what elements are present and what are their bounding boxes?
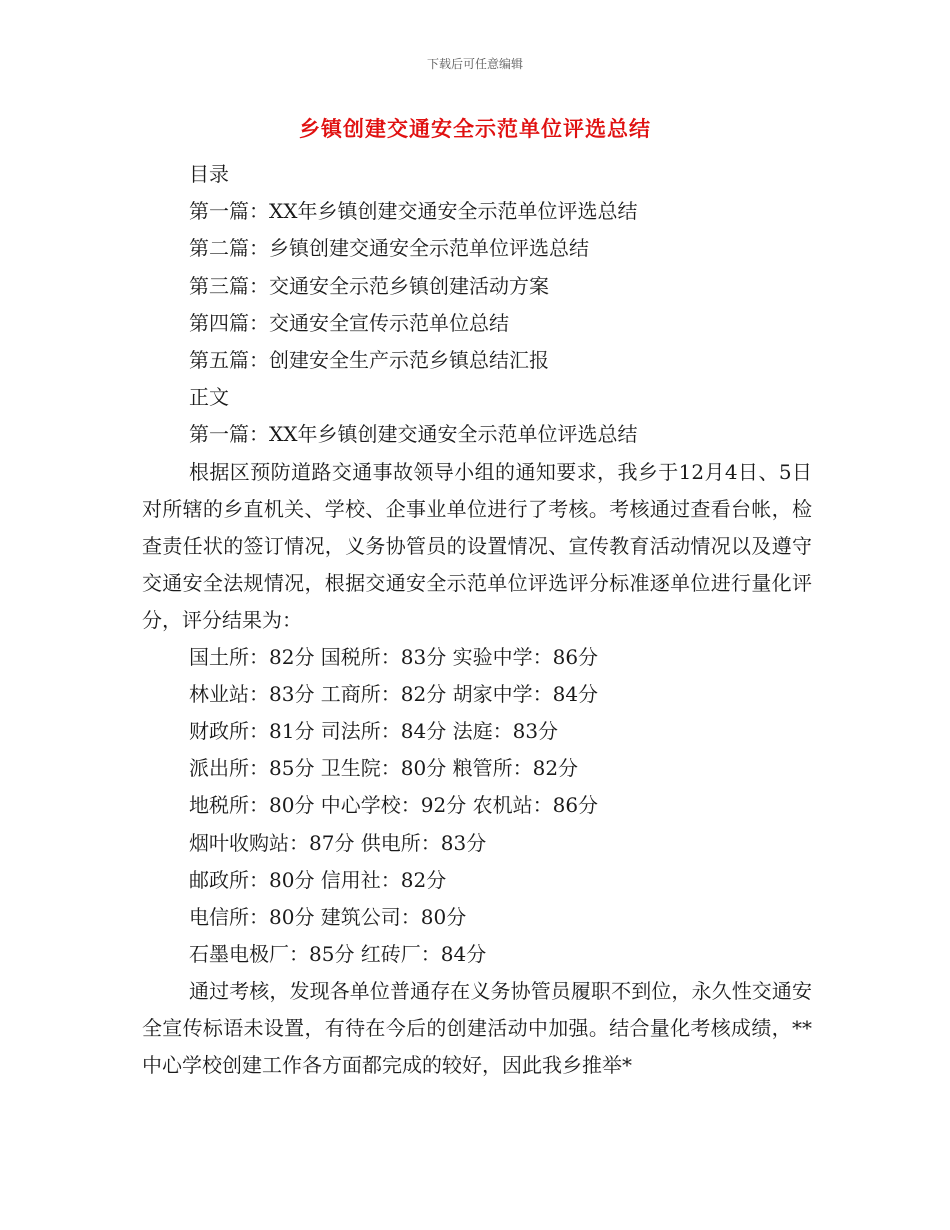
toc-heading: 目录: [189, 162, 229, 186]
document-body: [142, 156, 812, 1084]
score-line: 石墨电极厂：85分 红砖厂：84分: [189, 942, 487, 967]
score-line: 国土所：82分 国税所：83分 实验中学：86分: [189, 644, 599, 669]
toc-item: 第三篇：交通安全示范乡镇创建活动方案: [189, 273, 549, 298]
toc-item: 第五篇：创建安全生产示范乡镇总结汇报: [189, 348, 549, 373]
header-note: 下载后可任意编辑: [426, 57, 523, 71]
body-heading: 正文: [189, 385, 229, 410]
score-line: 地税所：80分 中心学校：92分 农机站：86分: [189, 793, 599, 818]
toc-item: 第二篇：乡镇创建交通安全示范单位评选总结: [189, 236, 589, 261]
paragraph-intro: 根据区预防道路交通事故领导小组的通知要求，我乡于12月4日、5日对所辖的乡直机关、学校、企事业单位进行了考核。考核通过查看台帐，检查责任状的签订情况，义务协管员的设置情况、宣传教育活动情况以及遵守交通安全法规情况，根据交通安全示范单位评选评分标准逐单位进行量化评分，评分结果为：: [142, 459, 812, 632]
score-line: 邮政所：80分 信用社：82分: [189, 867, 447, 892]
toc-item: 第一篇：XX年乡镇创建交通安全示范单位评选总结: [189, 199, 638, 224]
paragraph-conclusion: 通过考核，发现各单位普通存在义务协管员履职不到位，永久性交通安全宣传标语未设置，有待在今后的创建活动中加强。结合量化考核成绩，**中心学校创建工作各方面都完成的较好，因此我乡推举*: [142, 979, 812, 1078]
toc-item: 第四篇：交通安全宣传示范单位总结: [189, 310, 509, 335]
score-line: 电信所：80分 建筑公司：80分: [189, 905, 467, 930]
score-line: 财政所：81分 司法所：84分 法庭：83分: [189, 719, 559, 744]
section-title: 第一篇：XX年乡镇创建交通安全示范单位评选总结: [189, 422, 638, 447]
score-line: 烟叶收购站：87分 供电所：83分: [189, 830, 487, 855]
score-line: 派出所：85分 卫生院：80分 粮管所：82分: [189, 756, 579, 781]
score-line: 林业站：83分 工商所：82分 胡家中学：84分: [189, 681, 599, 706]
document-title: 乡镇创建交通安全示范单位评选总结: [299, 116, 651, 141]
